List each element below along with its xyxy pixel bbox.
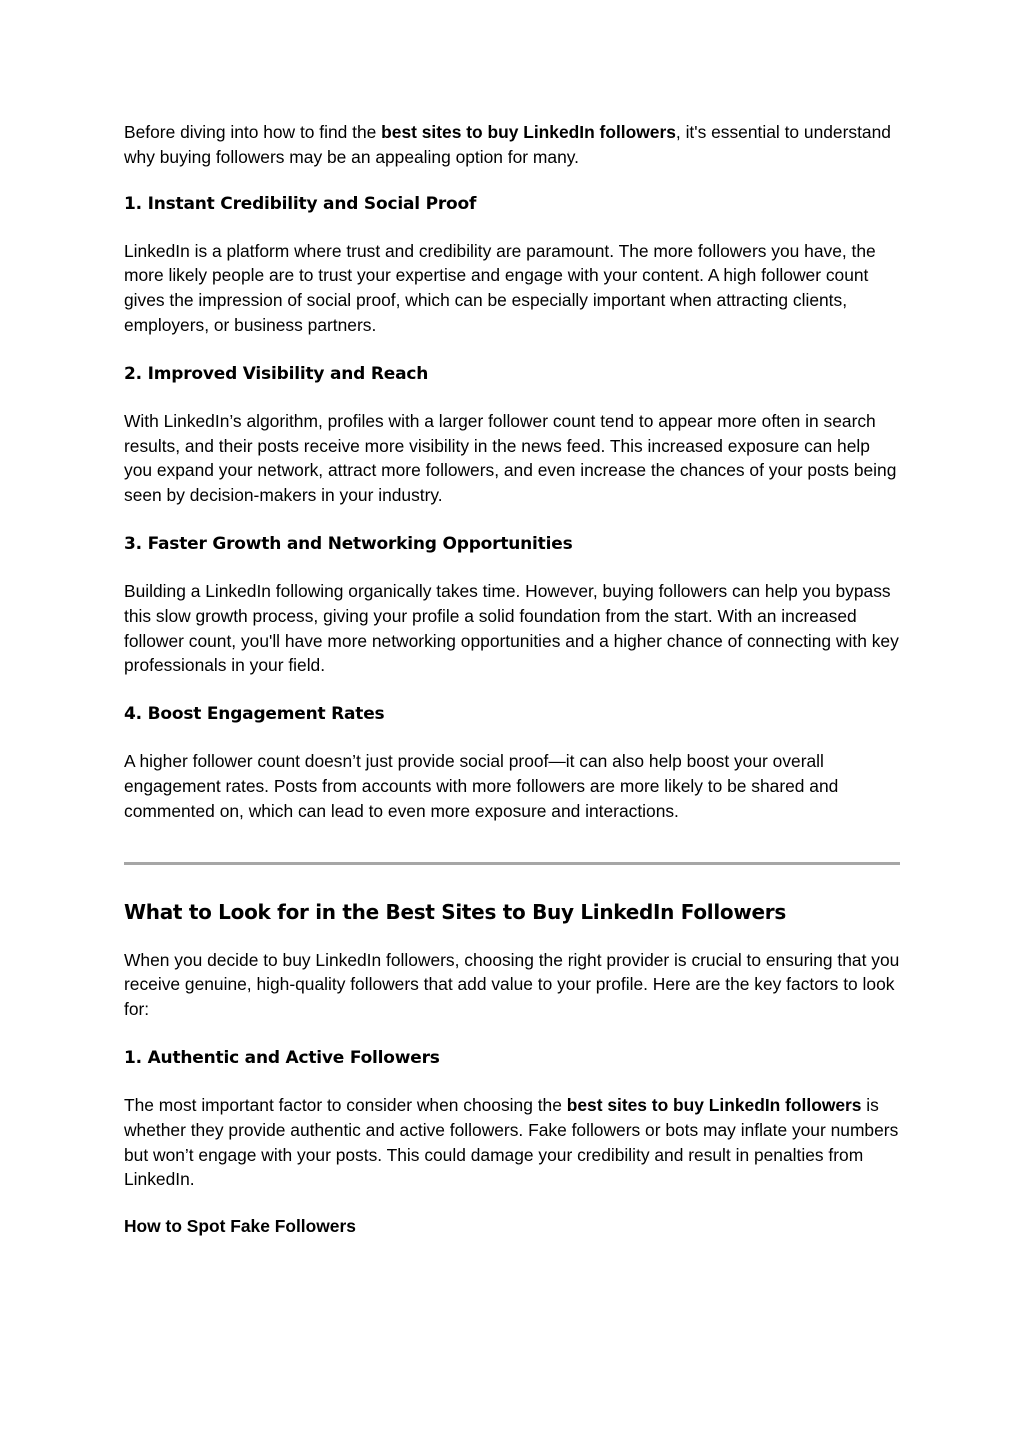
reason-paragraph-4: A higher follower count doesn’t just provide social proof—it can also help boost your overall engagement rates. Posts from accounts with more followers are more likely to be shared and commented on, which can lead to even more exposure and interactions. [124, 751, 839, 821]
factor-text-before: The most important factor to consider when choosing the [124, 1094, 567, 1115]
intro-paragraph [124, 120, 900, 170]
reason-paragraph-2: With LinkedIn’s algorithm, profiles with a larger follower count tend to appear more often in search results, and their posts receive more visibility in the news feed. This increased exposure can help you expand your network, attract more followers, and even increase the chances of your posts being seen by decision-makers in your industry. [124, 410, 897, 506]
fake-followers-heading: How to Spot Fake Followers [124, 1216, 356, 1237]
intro-text-after: , it's essential to understand why buying followers may be an appealing option for many. [124, 122, 891, 167]
intro-keyword: best sites to buy LinkedIn followers [381, 122, 676, 142]
factor-keyword: best sites to buy LinkedIn followers [566, 1094, 862, 1115]
factor-text-after: is whether they provide authentic and active followers. Fake followers or bots may inflate your numbers but won’t engage with your posts. This could damage your credibility and result in penalties from LinkedIn. [124, 1094, 899, 1190]
reason-heading-4: 4. Boost Engagement Rates [124, 704, 385, 725]
reason-paragraph-1: LinkedIn is a platform where trust and credibility are paramount. The more followers you have, the more likely people are to trust your expertise and engage with your content. A high follower count gives the impression of social proof, which can be especially important when attracting clients, employers, or business partners. [124, 240, 876, 335]
section-title: What to Look for in the Best Sites to Buy LinkedIn Followers [124, 899, 786, 924]
factor-heading-1: 1. Authentic and Active Followers [124, 1047, 440, 1068]
document-page [124, 120, 900, 1238]
factor-paragraph-1 [124, 1093, 900, 1192]
intro-text-before: Before diving into how to find the [124, 122, 382, 142]
reason-paragraph-3: Building a LinkedIn following organically takes time. However, buying followers can help you bypass this slow growth process, giving your profile a solid foundation from the start. With an increased follower count, you'll have more networking opportunities and a higher chance of connecting with key professionals in your field. [124, 580, 899, 676]
reason-heading-3: 3. Faster Growth and Networking Opportunities [124, 533, 573, 554]
reason-heading-2: 2. Improved Visibility and Reach [124, 363, 429, 384]
section-intro-paragraph: When you decide to buy LinkedIn followers, choosing the right provider is crucial to ensuring that you receive genuine, high-quality followers that add value to your profile. Here are the key factors to look for: [124, 949, 900, 1020]
reason-heading-1: 1. Instant Credibility and Social Proof [124, 193, 477, 214]
